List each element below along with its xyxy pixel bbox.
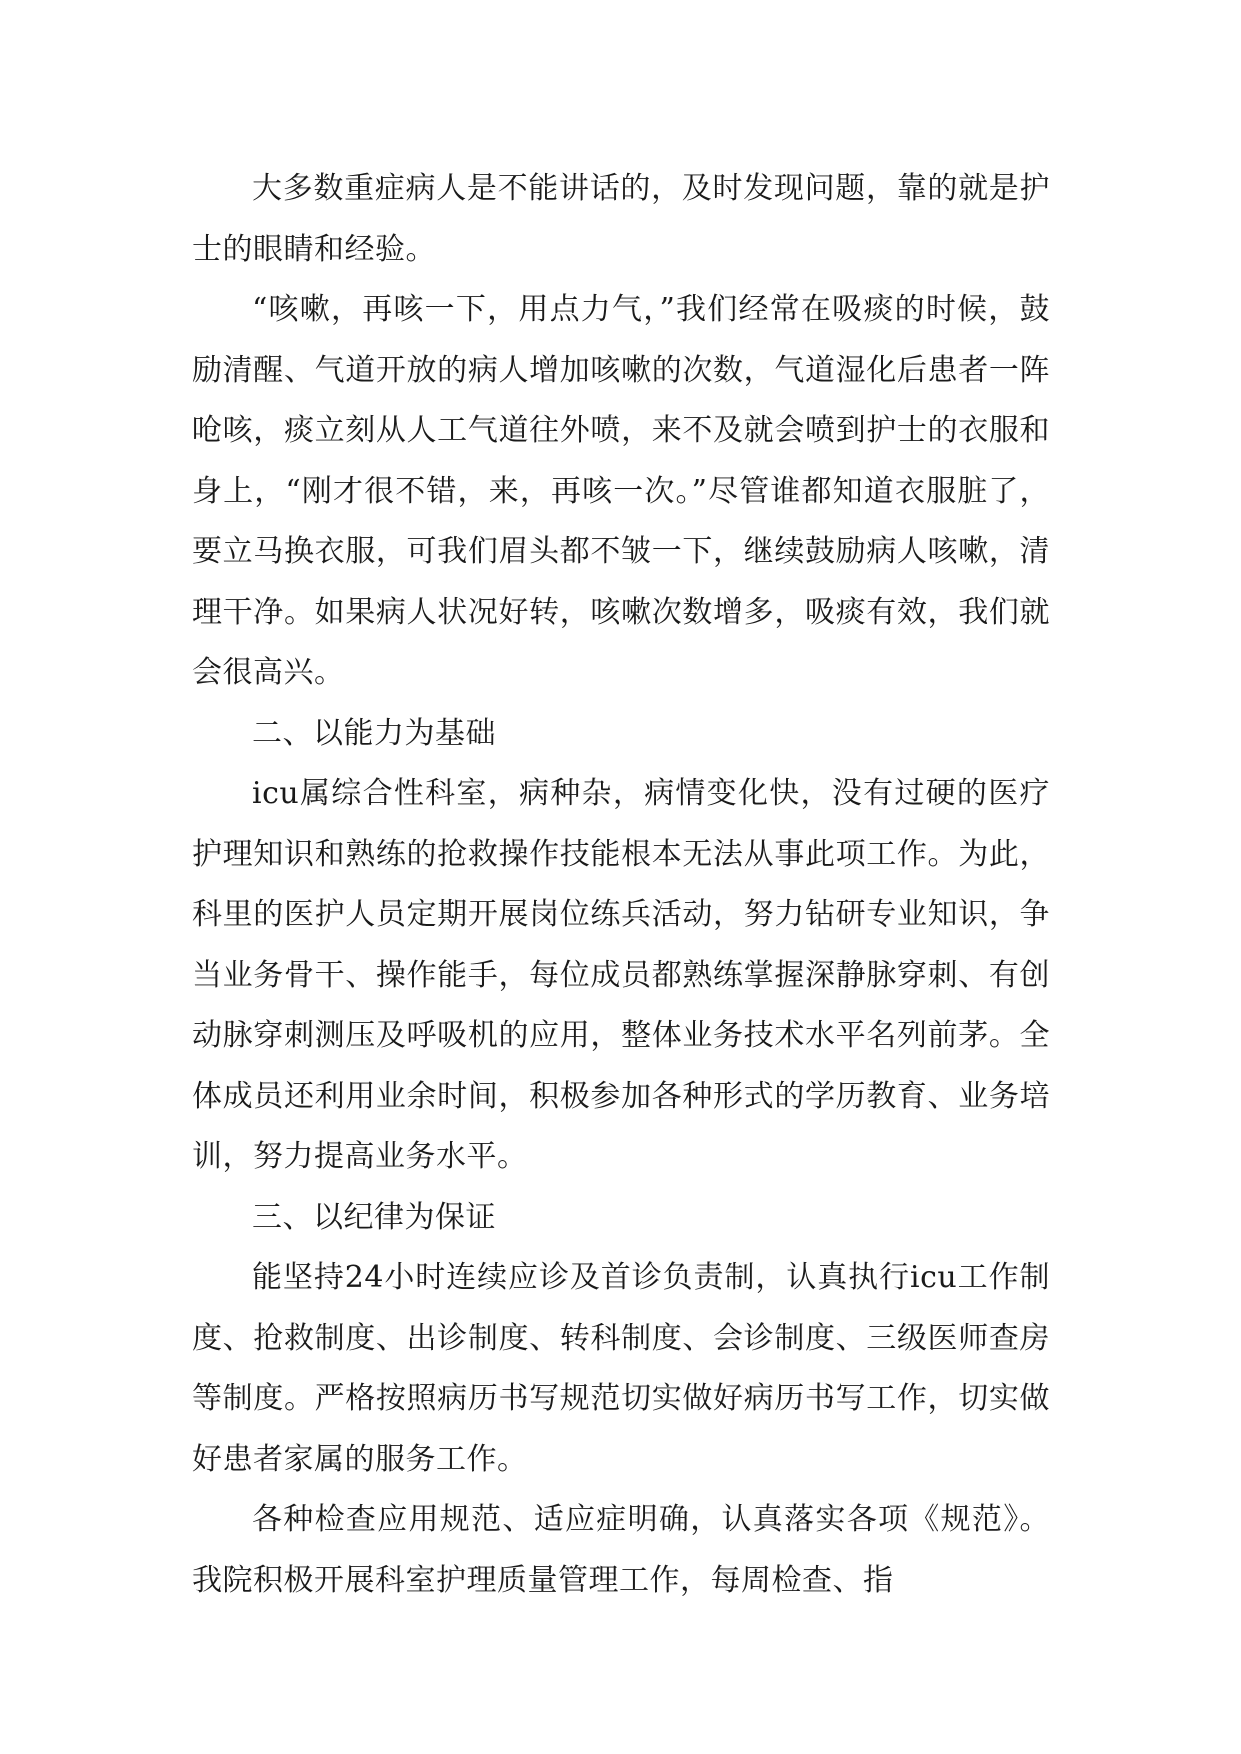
document-body [192, 159, 1050, 1611]
paragraph-1: 大多数重症病人是不能讲话的，及时发现问题，靠的就是护士的眼睛和经验。 [192, 171, 1050, 267]
paragraph-2: “咳嗽，再咳一下，用点力气，”我们经常在吸痰的时候，鼓励清醒、气道开放的病人增加咳嗽的次数，气道湿化后患者一阵呛咳，痰立刻从人工气道往外喷，来不及就会喷到护士的衣服和身上，“刚才很不错，来，再咳一次。”尽管谁都知道衣服脏了，要立马换衣服，可我们眉头都不皱一下，继续鼓励病人咳嗽，清理干净。如果病人状况好转，咳嗽次数增多，吸痰有效，我们就会很高兴。 [192, 292, 1050, 690]
paragraph-5: 各种检查应用规范、适应症明确，认真落实各项《规范》。我院积极开展科室护理质量管理工作，每周检查、指 [192, 1502, 1050, 1598]
section-heading-3: 三、以纪律为保证 [252, 1199, 496, 1235]
paragraph-3: icu属综合性科室，病种杂，病情变化快，没有过硬的医疗护理知识和熟练的抢救操作技能根本无法从事此项工作。为此，科里的医护人员定期开展岗位练兵活动，努力钻研专业知识，争当业务骨干、操作能手，每位成员都熟练掌握深静脉穿刺、有创动脉穿刺测压及呼吸机的应用，整体业务技术水平名列前茅。全体成员还利用业余时间，积极参加各种形式的学历教育、业务培训，努力提高业务水平。 [192, 776, 1050, 1174]
paragraph-4: 能坚持24小时连续应诊及首诊负责制，认真执行icu工作制度、抢救制度、出诊制度、转科制度、会诊制度、三级医师查房等制度。严格按照病历书写规范切实做好病历书写工作，切实做好患者家属的服务工作。 [192, 1260, 1050, 1477]
section-heading-2: 二、以能力为基础 [252, 715, 496, 751]
